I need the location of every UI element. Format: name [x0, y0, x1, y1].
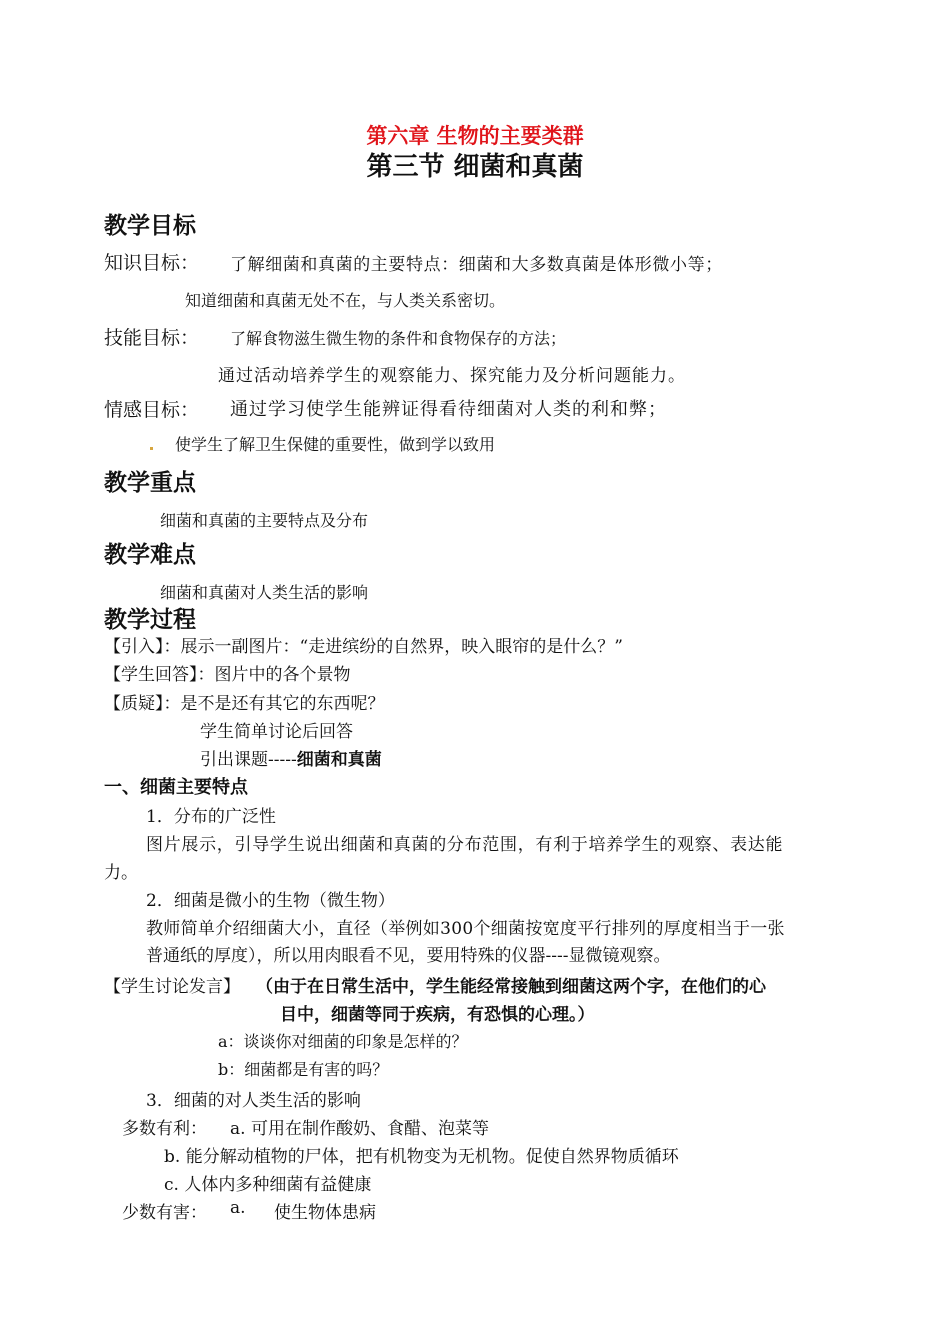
process-answer: 【学生回答】：图片中的各个景物: [104, 665, 351, 685]
key-points-heading: 教学重点: [104, 470, 196, 496]
emotion-line1: 通过学习使学生能辨证得看待细菌对人类的利和弊；: [230, 399, 667, 420]
process-topic: [200, 745, 382, 770]
section-title: 第三节 细菌和真菌: [366, 152, 584, 182]
good-label: 多数有利：: [122, 1119, 207, 1139]
item1-text-a: 图片展示，引导学生说出细菌和真菌的分布范围，有利于培养学生的观察、表达能: [146, 835, 784, 855]
bullet-mark: [150, 447, 153, 450]
discussion-note-a: （由于在日常生活中，学生能经常接触到细菌这两个字，在他们的心: [256, 977, 766, 997]
good-c: c. 人体内多种细菌有益健康: [164, 1175, 372, 1195]
process-discuss: 学生简单讨论后回答: [200, 722, 353, 742]
process-question: 【质疑】：是不是还有其它的东西呢？: [104, 694, 385, 714]
difficulties-text: 细菌和真菌对人类生活的影响: [160, 583, 369, 602]
knowledge-label: 知识目标：: [104, 252, 200, 274]
discussion-note-b: 目中，细菌等同于疾病，有恐惧的心理。）: [280, 1005, 595, 1025]
process-intro: 【引入】：展示一副图片：“走进缤纷的自然界，映入眼帘的是什么？”: [104, 637, 623, 657]
topic-bold: 细菌和真菌: [296, 750, 382, 770]
good-a: a. 可用在制作酸奶、食醋、泡菜等: [230, 1119, 489, 1139]
chapter-title: 第六章 生物的主要类群: [366, 124, 584, 148]
skill-line1: 了解食物滋生微生物的条件和食物保存的方法；: [230, 329, 567, 348]
bad-label: 少数有害：: [122, 1203, 207, 1223]
objectives-heading: 教学目标: [104, 213, 196, 239]
item3-title: 3．细菌的对人类生活的影响: [146, 1091, 361, 1111]
item2-text-a: 教师简单介绍细菌大小，直径（举例如300个细菌按宽度平行排列的厚度相当于一张: [146, 919, 785, 939]
process-heading: 教学过程: [104, 607, 196, 633]
skill-label: 技能目标：: [104, 327, 200, 349]
key-points-text: 细菌和真菌的主要特点及分布: [160, 511, 369, 530]
question-b: b：细菌都是有害的吗？: [218, 1060, 389, 1079]
item1-text-b: 力。: [104, 863, 138, 883]
item2-text-b: 普通纸的厚度），所以用肉眼看不见，要用特殊的仪器----显微镜观察。: [146, 946, 671, 966]
discussion-label: 【学生讨论发言】: [104, 977, 240, 997]
bad-a: 使生物体患病: [274, 1203, 376, 1223]
bad-a-mark: a.: [230, 1198, 246, 1218]
emotion-label: 情感目标：: [104, 399, 200, 421]
topic-prefix: 引出课题-----: [200, 750, 297, 770]
emotion-line2: 使学生了解卫生保健的重要性，做到学以致用: [175, 435, 496, 454]
item2-title: 2．细菌是微小的生物（微生物）: [146, 891, 395, 911]
skill-line2: 通过活动培养学生的观察能力、探究能力及分析问题能力。: [218, 366, 686, 386]
knowledge-line2: 知道细菌和真菌无处不在，与人类关系密切。: [185, 291, 506, 310]
difficulties-heading: 教学难点: [104, 542, 196, 568]
good-b: b. 能分解动植物的尸体，把有机物变为无机物。促使自然界物质循环: [164, 1147, 679, 1167]
item1-title: 1．分布的广泛性: [146, 807, 276, 827]
part1-heading: 一、细菌主要特点: [104, 777, 248, 798]
knowledge-line1: 了解细菌和真菌的主要特点：细菌和大多数真菌是体形微小等；: [230, 255, 723, 275]
question-a: a：谈谈你对细菌的印象是怎样的？: [218, 1032, 468, 1051]
